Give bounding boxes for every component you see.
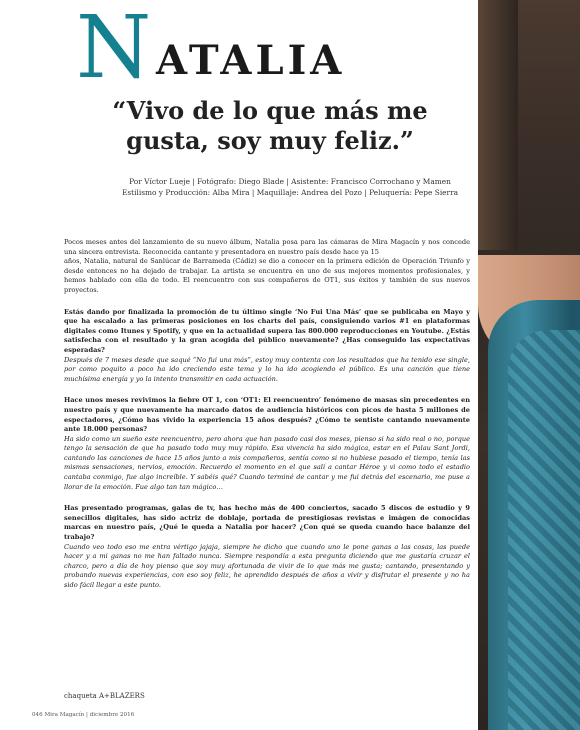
answer: Después de 7 meses desde que saqué “No fui una más”, estoy muy contenta con los resultados que ha tenido ese single, por como poquito a poco ha ido creciendo este tema y lo ha ido acogiendo el público. Es una canción que tiene muchísima energía y yo la intento transmitir en cada actuación.	[64, 355, 470, 383]
photo-frame	[478, 0, 518, 250]
intro-line-2: años, Natalia, natural de Sanlúcar de Barrameda (Cádiz) se dio a conocer en la primera edición de Operación Triunfo y desde entonces no ha dejado de trabajar. La artista se encuentra en uno de sus mejores momentos profesionales, y hemos hablado con ella de todo. El reencuentro con sus compañeros de OT1, sus éxitos y también de sus nuevos proyectos.	[64, 257, 470, 294]
headline-quote: “Vivo de lo que más me gusta, soy muy feliz.”	[112, 96, 428, 155]
photo-chair-texture	[508, 330, 580, 730]
answer: Cuando veo todo eso me entra vértigo jajaja, siempre he dicho que cuando uno le pone ganas a las cosas, las puede hacer y a mi ganas no me han faltado nunca. Siempre respondía a esta pregunta diciendo que me gustaría cruzar el charco, pero a día de hoy pienso que soy muy afortunada de vivir de lo que más me gusta; cantando, presentando y probando nuevas experiencias, con eso soy feliz, he aprendido después de años a vivir y disfrutar el presente y no ha sido fácil llegar a este punto.	[64, 542, 470, 589]
article-body	[64, 238, 470, 603]
wardrobe-credit: chaqueta A+BLAZERS	[64, 692, 145, 700]
credits	[110, 176, 470, 198]
title-rest: ATALIA	[156, 37, 346, 84]
intro-line-1: Pocos meses antes del lanzamiento de su nuevo álbum, Natalia posa para las cámaras de Mira Magacín y nos concede una sincera entrevista. Reconocida cantante y presentadora en nuestro país desde hace ya 15	[64, 238, 470, 256]
page-title	[76, 0, 476, 98]
credits-line-2: Estilismo y Producción: Alba Mira | Maquillaje: Andrea del Pozo | Peluquería: Pepe Sierra	[121, 188, 459, 197]
question: Has presentado programas, galas de tv, has hecho más de 400 conciertos, sacado 5 discos de estudio y 9 senecillos digitales, has sido actriz de doblaje, portada de prestigiosas revistas e imágen de conocidas marcas en nuestro país, ¿Qué le queda a Natalia por hacer? ¿Con qué se queda cuando hace balanze del trabajo?	[64, 504, 470, 542]
qa-block-1	[64, 308, 470, 385]
qa-block-3	[64, 504, 470, 590]
qa-block-2	[64, 396, 470, 492]
cover-photo	[478, 0, 580, 730]
intro	[64, 238, 470, 296]
credits-line-1: Por Víctor Lueje | Fotógrafo: Diego Blade | Asistente: Francisco Corrochano y Mamen	[129, 177, 451, 186]
page-footer: 046 Mira Magacín | diciembre 2016	[32, 712, 135, 718]
question: Estás dando por finalizada la promoción de tu último single ‘No Fui Una Más’ que se publicaba en Mayo y que ha escalado a las primeras posiciones en los charts del país, consiguiendo varios #1 en plataformas digitales como Itunes y Spotify, y que en la actualidad supera las 800.000 reproducciones en Youtube. ¿Estás satisfecha con el resultado y la gran acogida del público nuevamente? ¿Has conseguido las expectativas esperadas?	[64, 307, 470, 354]
answer: Ha sido como un sueño este reencuentro, pero ahora que han pasado casi dos meses, pienso si ha sido real o no, porque tengo la sensación de que ha pasado todo muy muy rápido. Esa vivencia ha sido mágica, estar en el Palau Sant Jordi, cantando las canciones de hace 15 años junto a mis compañeros, sentía como si no hubiese pasado el tiempo, tenía las mismas sensaciones, nervios, emoción. Recuerdo el momento en el que salí a cantar Héroe y vi como todo el estadio cantaba conmigo, fue algo increíble. Y sabéis qué? Cuando terminé de cantar y me fui detrás del escenario, me puse a llorar de la emoción. Fue algo tan tan mágico…	[64, 434, 470, 491]
question: Hace unos meses revivimos la fiebre OT 1, con ‘OT1: El reencuentro’ fenómeno de masas sin precedentes en nuestro país y que nuevamente ha marcado datos de audiencia históricos con picos de hasta 5 millones de espectadores, ¿Cómo has vivido la experiencia 15 años después? ¿Cómo te sentiste cantando nuevamente ante 18.000 personas?	[64, 396, 470, 434]
title-initial: N	[76, 0, 152, 98]
